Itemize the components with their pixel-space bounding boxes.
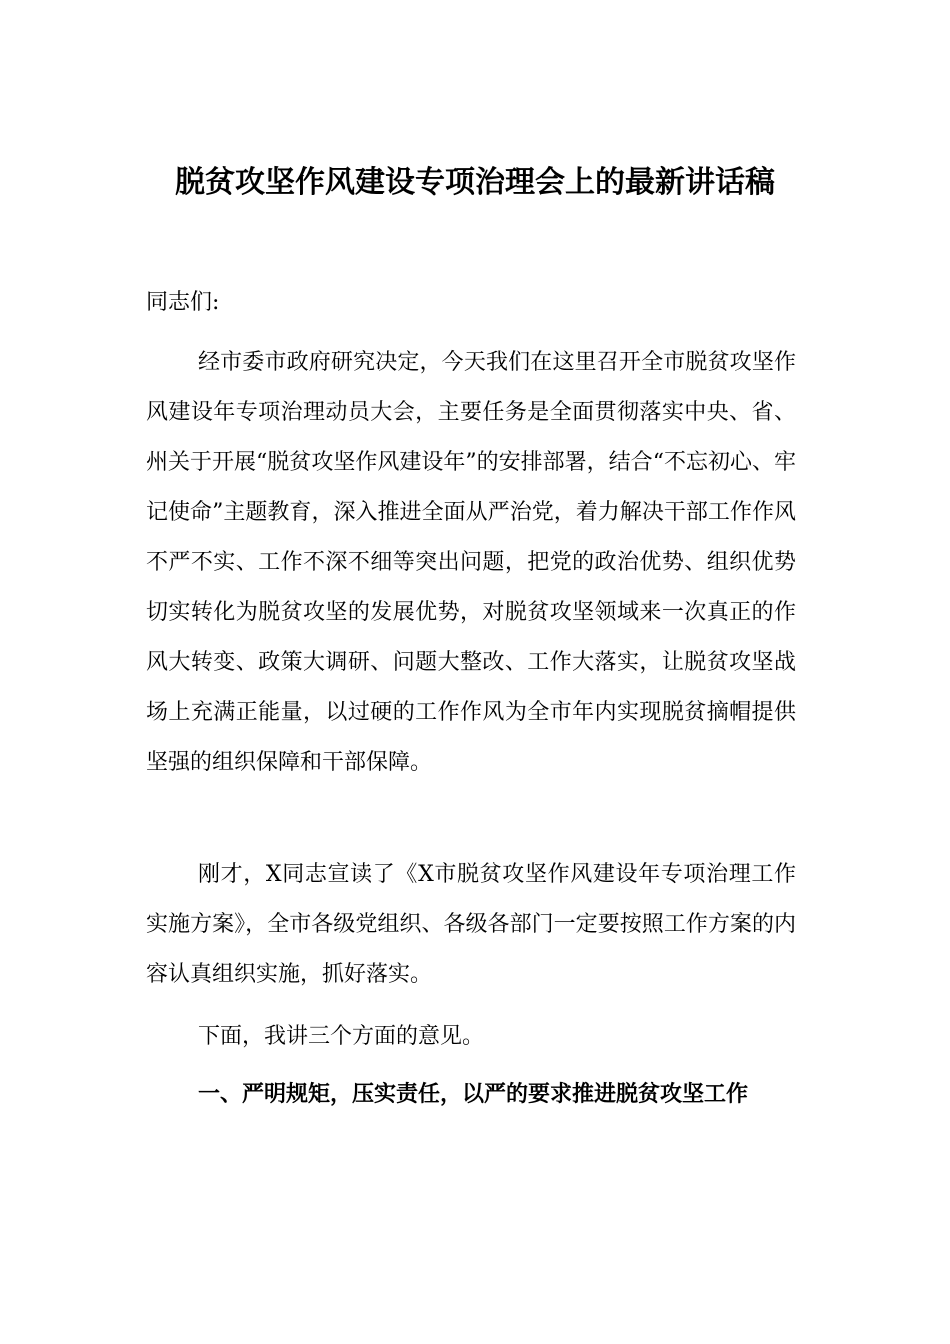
paragraph-2: 刚才，X同志宣读了《X市脱贫攻坚作风建设年专项治理工作实施方案》，全市各级党组织、各级各部门一定要按照工作方案的内容认真组织实施，抓好落实。: [146, 862, 796, 987]
salutation: 同志们:: [146, 290, 220, 315]
document-title: 脱贫攻坚作风建设专项治理会上的最新讲话稿: [175, 165, 775, 200]
section-heading-1: 一、严明规矩，压实责任，以严的要求推进脱贫攻坚工作: [198, 1082, 749, 1107]
paragraph-1: 经市委市政府研究决定，今天我们在这里召开全市脱贫攻坚作风建设年专项治理动员大会，主要任务是全面贯彻落实中央、省、州关于开展“脱贫攻坚作风建设年”的安排部署，结合“不忘初心、牢记使命”主题教育，深入推进全面从严治党，着力解决干部工作作风不严不实、工作不深不细等突出问题，把党的政治优势、组织优势切实转化为脱贫攻坚的发展优势，对脱贫攻坚领域来一次真正的作风大转变、政策大调研、问题大整改、工作大落实，让脱贫攻坚战场上充满正能量，以过硬的工作作风为全市年内实现脱贫摘帽提供坚强的组织保障和干部保障。: [146, 350, 796, 775]
paragraph-3: 下面，我讲三个方面的意见。: [198, 1024, 485, 1049]
